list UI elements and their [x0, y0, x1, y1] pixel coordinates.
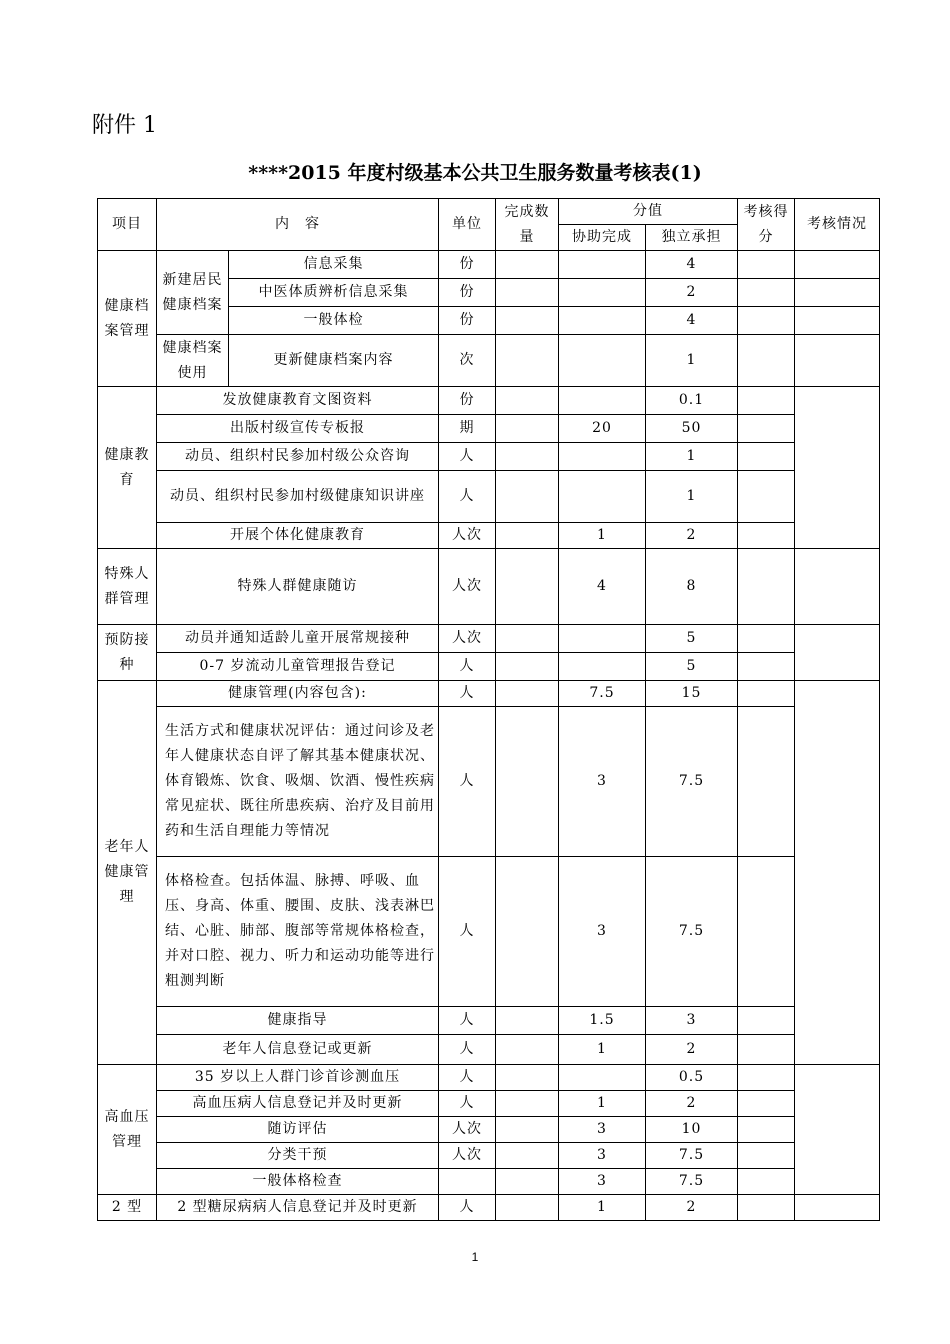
unit-cell: 人次 — [439, 549, 496, 625]
unit-cell: 人次 — [439, 523, 496, 549]
completed-cell — [496, 1007, 559, 1035]
unit-cell: 人 — [439, 653, 496, 681]
independent-cell: 15 — [646, 681, 738, 707]
completed-cell — [496, 443, 559, 471]
table-row — [98, 251, 880, 279]
table-row — [98, 681, 880, 707]
exam-score-cell — [738, 387, 795, 415]
completed-cell — [496, 1143, 559, 1169]
page-number: 1 — [471, 1250, 479, 1264]
independent-cell: 10 — [646, 1117, 738, 1143]
table-row — [98, 1195, 880, 1221]
content-cell: 随访评估 — [157, 1117, 439, 1143]
category-cell: 2 型 — [98, 1195, 157, 1221]
category-cell: 高血压管理 — [98, 1065, 157, 1195]
table-row — [98, 1169, 880, 1195]
exam-score-cell — [738, 1169, 795, 1195]
completed-cell — [496, 653, 559, 681]
content-cell: 开展个体化健康教育 — [157, 523, 439, 549]
exam-score-cell — [738, 307, 795, 335]
attachment-label: 附件 1 — [92, 113, 157, 138]
unit-cell: 人次 — [439, 1117, 496, 1143]
independent-cell: 2 — [646, 1195, 738, 1221]
exam-score-cell — [738, 251, 795, 279]
category-cell: 特殊人群管理 — [98, 549, 157, 625]
category-cell: 健康档案管理 — [98, 251, 157, 387]
category-cell: 预防接种 — [98, 625, 157, 681]
table-row — [98, 653, 880, 681]
unit-cell: 份 — [439, 387, 496, 415]
independent-cell: 4 — [646, 251, 738, 279]
content-cell: 特殊人群健康随访 — [157, 549, 439, 625]
exam-score-cell — [738, 549, 795, 625]
unit-cell: 人 — [439, 1035, 496, 1065]
completed-cell — [496, 1035, 559, 1065]
assist-cell — [559, 471, 646, 523]
exam-score-cell — [738, 681, 795, 707]
exam-status-cell — [795, 307, 880, 335]
completed-cell — [496, 335, 559, 387]
content-cell: 老年人信息登记或更新 — [157, 1035, 439, 1065]
table-row — [98, 1065, 880, 1091]
content-cell: 分类干预 — [157, 1143, 439, 1169]
completed-cell — [496, 1117, 559, 1143]
unit-cell: 期 — [439, 415, 496, 443]
assist-cell: 7.5 — [559, 681, 646, 707]
subcategory-cell: 健康档案使用 — [157, 335, 229, 387]
table-row — [98, 1091, 880, 1117]
independent-cell: 2 — [646, 523, 738, 549]
exam-score-cell — [738, 1035, 795, 1065]
unit-cell: 份 — [439, 279, 496, 307]
content-cell: 体格检查。包括体温、脉搏、呼吸、血压、身高、体重、腰围、皮肤、浅表淋巴结、心脏、肺部、腹部等常规体格检查，并对口腔、视力、听力和运动功能等进行粗测判断 — [157, 857, 439, 1007]
header-exam-status: 考核情况 — [795, 199, 880, 251]
header-row — [98, 199, 880, 225]
header-exam-score: 考核得分 — [738, 199, 795, 251]
exam-score-cell — [738, 707, 795, 857]
content-cell: 一般体检 — [229, 307, 439, 335]
unit-cell: 人 — [439, 707, 496, 857]
unit-cell: 人次 — [439, 1143, 496, 1169]
assist-cell — [559, 387, 646, 415]
content-cell: 健康管理(内容包含): — [157, 681, 439, 707]
category-cell: 健康教育 — [98, 387, 157, 549]
independent-cell: 1 — [646, 443, 738, 471]
completed-cell — [496, 387, 559, 415]
header-completed: 完成数量 — [496, 199, 559, 251]
header-unit: 单位 — [439, 199, 496, 251]
completed-cell — [496, 625, 559, 653]
unit-cell: 人次 — [439, 625, 496, 653]
assist-cell: 1 — [559, 1035, 646, 1065]
table-row — [98, 625, 880, 653]
content-cell: 生活方式和健康状况评估：通过问诊及老年人健康状态自评了解其基本健康状况、体育锻炼、饮食、吸烟、饮酒、慢性疾病常见症状、既往所患疾病、治疗及目前用药和生活自理能力等情况 — [157, 707, 439, 857]
exam-score-cell — [738, 523, 795, 549]
content-cell: 信息采集 — [229, 251, 439, 279]
completed-cell — [496, 1065, 559, 1091]
independent-cell: 5 — [646, 625, 738, 653]
content-cell: 高血压病人信息登记并及时更新 — [157, 1091, 439, 1117]
unit-cell: 次 — [439, 335, 496, 387]
independent-cell: 7.5 — [646, 857, 738, 1007]
content-cell: 0-7 岁流动儿童管理报告登记 — [157, 653, 439, 681]
unit-cell: 人 — [439, 681, 496, 707]
completed-cell — [496, 471, 559, 523]
assist-cell: 20 — [559, 415, 646, 443]
content-cell: 出版村级宣传专板报 — [157, 415, 439, 443]
independent-cell: 7.5 — [646, 1143, 738, 1169]
header-assist: 协助完成 — [559, 225, 646, 251]
content-cell: 动员并通知适龄儿童开展常规接种 — [157, 625, 439, 653]
completed-cell — [496, 1169, 559, 1195]
table-row — [98, 857, 880, 1007]
unit-cell: 人 — [439, 857, 496, 1007]
independent-cell: 3 — [646, 1007, 738, 1035]
assist-cell — [559, 279, 646, 307]
header-project: 项目 — [98, 199, 157, 251]
table-row — [98, 1143, 880, 1169]
assist-cell: 3 — [559, 857, 646, 1007]
independent-cell: 5 — [646, 653, 738, 681]
assist-cell: 3 — [559, 1169, 646, 1195]
page-title: ****2015 年度村级基本公共卫生服务数量考核表(1) — [248, 162, 702, 184]
assist-cell: 4 — [559, 549, 646, 625]
unit-cell: 份 — [439, 307, 496, 335]
assist-cell — [559, 625, 646, 653]
exam-status-cell — [795, 1065, 880, 1195]
completed-cell — [496, 1195, 559, 1221]
independent-cell: 7.5 — [646, 707, 738, 857]
table-row — [98, 415, 880, 443]
assist-cell — [559, 335, 646, 387]
assist-cell: 3 — [559, 1143, 646, 1169]
content-cell: 中医体质辨析信息采集 — [229, 279, 439, 307]
unit-cell: 份 — [439, 251, 496, 279]
exam-score-cell — [738, 335, 795, 387]
completed-cell — [496, 307, 559, 335]
independent-cell: 1 — [646, 335, 738, 387]
assist-cell — [559, 653, 646, 681]
independent-cell: 2 — [646, 1091, 738, 1117]
assist-cell — [559, 251, 646, 279]
completed-cell — [496, 279, 559, 307]
independent-cell: 2 — [646, 1035, 738, 1065]
completed-cell — [496, 549, 559, 625]
exam-score-cell — [738, 625, 795, 653]
content-cell: 35 岁以上人群门诊首诊测血压 — [157, 1065, 439, 1091]
exam-status-cell — [795, 549, 880, 625]
assist-cell — [559, 443, 646, 471]
exam-score-cell — [738, 1117, 795, 1143]
assessment-table — [97, 198, 880, 1221]
independent-cell: 8 — [646, 549, 738, 625]
exam-score-cell — [738, 653, 795, 681]
table-row — [98, 523, 880, 549]
exam-score-cell — [738, 1007, 795, 1035]
assist-cell: 1.5 — [559, 1007, 646, 1035]
subcategory-cell: 新建居民健康档案 — [157, 251, 229, 335]
header-content: 内 容 — [157, 199, 439, 251]
independent-cell: 4 — [646, 307, 738, 335]
exam-status-cell — [795, 387, 880, 549]
table-row — [98, 1007, 880, 1035]
independent-cell: 50 — [646, 415, 738, 443]
independent-cell: 2 — [646, 279, 738, 307]
assist-cell: 3 — [559, 1117, 646, 1143]
unit-cell: 人 — [439, 1007, 496, 1035]
table-row — [98, 335, 880, 387]
exam-score-cell — [738, 471, 795, 523]
content-cell: 更新健康档案内容 — [229, 335, 439, 387]
table-row — [98, 1117, 880, 1143]
content-cell: 动员、组织村民参加村级健康知识讲座 — [157, 471, 439, 523]
completed-cell — [496, 857, 559, 1007]
unit-cell: 人 — [439, 1091, 496, 1117]
completed-cell — [496, 681, 559, 707]
assist-cell: 3 — [559, 707, 646, 857]
assist-cell: 1 — [559, 1091, 646, 1117]
content-cell: 健康指导 — [157, 1007, 439, 1035]
exam-score-cell — [738, 1195, 795, 1221]
completed-cell — [496, 251, 559, 279]
assist-cell: 1 — [559, 1195, 646, 1221]
unit-cell: 人 — [439, 443, 496, 471]
completed-cell — [496, 415, 559, 443]
exam-score-cell — [738, 415, 795, 443]
exam-status-cell — [795, 251, 880, 279]
table-row — [98, 1035, 880, 1065]
independent-cell: 7.5 — [646, 1169, 738, 1195]
exam-status-cell — [795, 335, 880, 387]
content-cell: 2 型糖尿病病人信息登记并及时更新 — [157, 1195, 439, 1221]
exam-score-cell — [738, 1065, 795, 1091]
assist-cell — [559, 307, 646, 335]
table-row — [98, 707, 880, 857]
content-cell: 发放健康教育文图资料 — [157, 387, 439, 415]
exam-status-cell — [795, 1195, 880, 1221]
assist-cell — [559, 1065, 646, 1091]
table-row — [98, 387, 880, 415]
exam-status-cell — [795, 625, 880, 681]
header-score: 分值 — [559, 199, 738, 225]
exam-score-cell — [738, 443, 795, 471]
content-cell: 动员、组织村民参加村级公众咨询 — [157, 443, 439, 471]
independent-cell: 1 — [646, 471, 738, 523]
table-row — [98, 443, 880, 471]
independent-cell: 0.5 — [646, 1065, 738, 1091]
exam-status-cell — [795, 681, 880, 1065]
completed-cell — [496, 523, 559, 549]
table-row — [98, 471, 880, 523]
unit-cell: 人 — [439, 1065, 496, 1091]
independent-cell: 0.1 — [646, 387, 738, 415]
exam-score-cell — [738, 279, 795, 307]
completed-cell — [496, 1091, 559, 1117]
exam-score-cell — [738, 857, 795, 1007]
exam-status-cell — [795, 279, 880, 307]
exam-score-cell — [738, 1091, 795, 1117]
completed-cell — [496, 707, 559, 857]
unit-cell: 人 — [439, 1195, 496, 1221]
content-cell: 一般体格检查 — [157, 1169, 439, 1195]
unit-cell: 人 — [439, 471, 496, 523]
unit-cell — [439, 1169, 496, 1195]
category-cell: 老年人健康管理 — [98, 681, 157, 1065]
exam-score-cell — [738, 1143, 795, 1169]
assist-cell: 1 — [559, 523, 646, 549]
header-independent: 独立承担 — [646, 225, 738, 251]
table-row — [98, 549, 880, 625]
